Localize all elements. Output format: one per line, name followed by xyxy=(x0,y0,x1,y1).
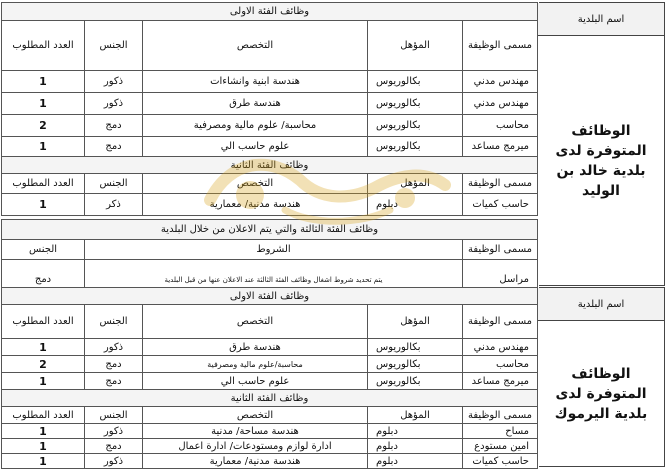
job-qual: بكالوريوس xyxy=(368,115,463,137)
col-header-title: مسمى الوظيفة xyxy=(463,21,538,71)
municipality-column-1 xyxy=(539,2,665,286)
section-row xyxy=(1,288,537,305)
job-gender: دمج xyxy=(2,260,85,300)
col-header-spec: التخصص xyxy=(143,174,368,194)
job-title: مراسل xyxy=(463,260,538,300)
municipality-name: الوظائف المتوفرة لدى بلدية خالد بن الوليد xyxy=(555,123,647,199)
job-title: مهندس مدني xyxy=(463,93,538,115)
job-title: محاسب xyxy=(463,115,538,137)
section-row xyxy=(1,157,537,174)
job-qual: بكالوريوس xyxy=(368,339,463,356)
col-header-gender: الجنس xyxy=(85,305,143,339)
col-header-cond: الشروط xyxy=(85,240,463,260)
job-title: مساح xyxy=(463,424,538,439)
municipality-header: اسم البلدية xyxy=(538,288,664,321)
job-gender: دمج xyxy=(85,115,143,137)
job-count: 1 xyxy=(1,373,84,390)
job-title: مهندس مدني xyxy=(463,71,538,93)
job-spec: هندسة طرق xyxy=(143,339,368,356)
header-row xyxy=(1,305,537,339)
job-gender: ذكور xyxy=(85,93,143,115)
job-gender: دمج xyxy=(85,439,143,454)
section-title: وظائف الفئة الاولى xyxy=(1,288,537,305)
job-count: 1 xyxy=(1,339,84,356)
job-gender: ذكر xyxy=(85,194,143,216)
col-header-spec: التخصص xyxy=(143,407,368,424)
job-title: حاسب كميات xyxy=(463,194,538,216)
job-spec: هندسة مدنية/ معمارية xyxy=(143,454,368,469)
job-gender: ذكور xyxy=(85,71,143,93)
job-count: 2 xyxy=(1,115,84,137)
job-gender: دمج xyxy=(85,356,143,373)
section-title: وظائف الفئة الثالثة والتي يتم الاعلان من خلال البلدية xyxy=(2,220,538,240)
header-row xyxy=(1,174,537,194)
table-row xyxy=(1,339,537,356)
municipality-name: الوظائف المتوفرة لدى بلدية اليرموك xyxy=(554,366,648,422)
col-header-title: مسمى الوظيفة xyxy=(463,407,538,424)
col-header-count: العدد المطلوب xyxy=(1,174,84,194)
job-title: ميرمج مساعد xyxy=(463,373,538,390)
job-gender: دمج xyxy=(85,373,143,390)
job-count: 1 xyxy=(1,194,84,216)
job-spec: ادارة لوازم ومستودعات/ ادارة اعمال xyxy=(143,439,368,454)
job-title: ميرمج مساعد xyxy=(463,137,538,157)
table-row xyxy=(1,439,537,454)
table-row xyxy=(1,424,537,439)
job-spec: علوم حاسب الي xyxy=(143,373,368,390)
municipality-column-2 xyxy=(539,287,665,467)
section-row xyxy=(1,3,537,21)
job-count: 1 xyxy=(1,424,84,439)
col-header-gender: الجنس xyxy=(85,21,143,71)
col-header-qual: المؤهل xyxy=(368,174,463,194)
table-row xyxy=(1,194,537,216)
job-qual: بكالوريوس xyxy=(368,373,463,390)
section-title: وظائف الفئة الثانية xyxy=(1,157,537,174)
col-header-gender: الجنس xyxy=(2,240,85,260)
table-row xyxy=(1,115,537,137)
block1-table xyxy=(1,2,538,216)
header-row xyxy=(1,21,537,71)
job-gender: ذكور xyxy=(85,454,143,469)
table-row xyxy=(1,71,537,93)
col-header-spec: التخصص xyxy=(143,305,368,339)
col-header-title: مسمى الوظيفة xyxy=(463,240,538,260)
job-qual: بكالوريوس xyxy=(368,93,463,115)
job-qual: بكالوريوس xyxy=(368,71,463,93)
col-header-qual: المؤهل xyxy=(368,305,463,339)
col-header-qual: المؤهل xyxy=(368,21,463,71)
col-header-count: العدد المطلوب xyxy=(1,407,84,424)
section-row xyxy=(2,220,538,240)
col-header-qual: المؤهل xyxy=(368,407,463,424)
job-spec: هندسة مساحة/ مدنية xyxy=(143,424,368,439)
col-header-spec: التخصص xyxy=(143,21,368,71)
job-gender: ذكور xyxy=(85,424,143,439)
job-spec: محاسبة/علوم مالية ومصرفية xyxy=(143,356,368,373)
col-header-count: العدد المطلوب xyxy=(1,305,84,339)
table-row xyxy=(1,93,537,115)
job-qual: دبلوم xyxy=(368,424,463,439)
col-header-gender: الجنس xyxy=(85,407,143,424)
job-spec: علوم حاسب الي xyxy=(143,137,368,157)
job-title: امين مستودع xyxy=(463,439,538,454)
job-title: محاسب xyxy=(463,356,538,373)
municipality-header: اسم البلدية xyxy=(538,3,664,36)
header-row xyxy=(2,240,538,260)
table-row xyxy=(1,356,537,373)
section-row xyxy=(1,390,537,407)
job-spec: محاسبة/ علوم مالية ومصرفية xyxy=(143,115,368,137)
job-count: 2 xyxy=(1,356,84,373)
col-header-title: مسمى الوظيفة xyxy=(463,305,538,339)
job-qual: بكالوريوس xyxy=(368,137,463,157)
job-count: 1 xyxy=(1,71,84,93)
table-row xyxy=(1,454,537,469)
job-count: 1 xyxy=(1,93,84,115)
block2-table xyxy=(1,287,538,469)
col-header-gender: الجنس xyxy=(85,174,143,194)
job-gender: ذكور xyxy=(85,339,143,356)
header-row xyxy=(1,407,537,424)
job-count: 1 xyxy=(1,454,84,469)
job-spec: هندسة ابنية وانشاءات xyxy=(143,71,368,93)
job-count: 1 xyxy=(1,137,84,157)
job-qual: دبلوم xyxy=(368,194,463,216)
section-title: وظائف الفئة الثانية xyxy=(1,390,537,407)
table-row xyxy=(1,373,537,390)
table-row xyxy=(1,137,537,157)
col-header-title: مسمى الوظيفة xyxy=(463,174,538,194)
col-header-count: العدد المطلوب xyxy=(1,21,84,71)
job-title: مهندس مدني xyxy=(463,339,538,356)
job-spec: هندسة طرق xyxy=(143,93,368,115)
job-title: حاسب كميات xyxy=(463,454,538,469)
job-qual: بكالوريوس xyxy=(368,356,463,373)
job-conditions: يتم تحديد شروط اشغال وظائف الفئة الثالثة عند الاعلان عنها من قبل البلدية xyxy=(85,260,463,300)
job-qual: دبلوم xyxy=(368,454,463,469)
job-qual: دبلوم xyxy=(368,439,463,454)
job-gender: دمج xyxy=(85,137,143,157)
section-title: وظائف الفئة الاولى xyxy=(1,3,537,21)
job-spec: هندسة مدنية/ معمارية xyxy=(143,194,368,216)
job-count: 1 xyxy=(1,439,84,454)
